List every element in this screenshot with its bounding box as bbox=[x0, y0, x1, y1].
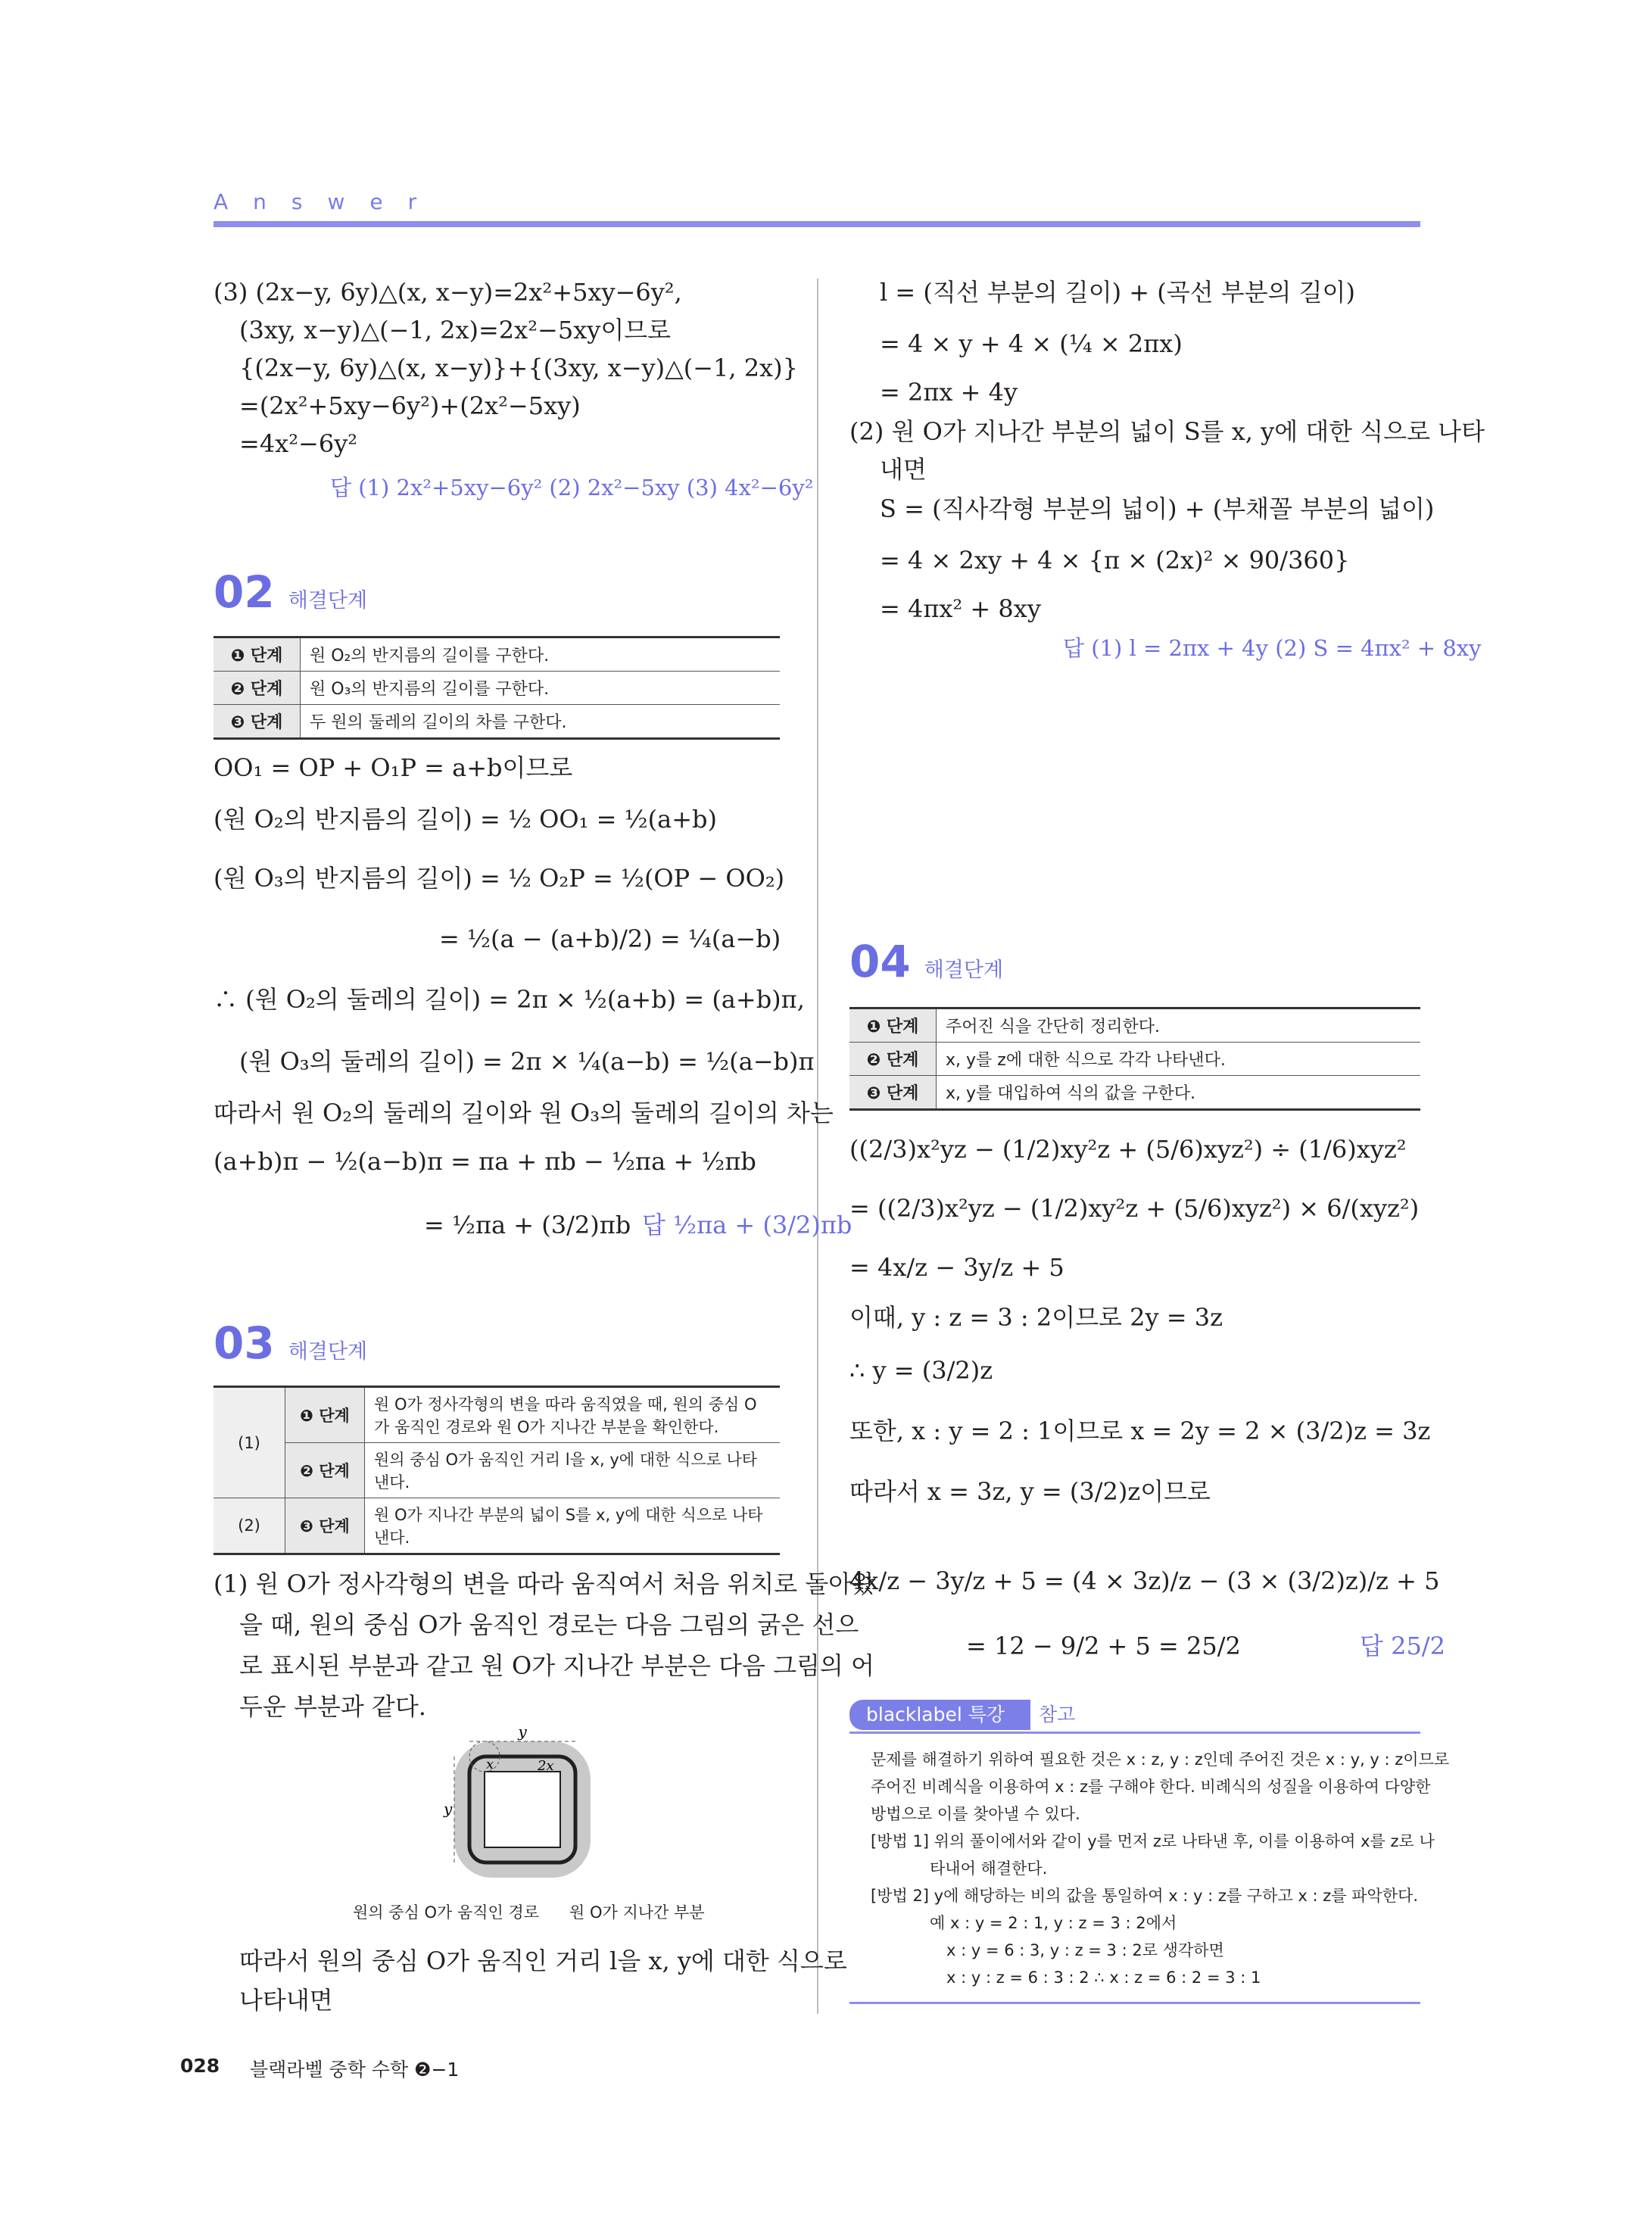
solution-line: = 4 × y + 4 × (¼ × 2πx) bbox=[880, 329, 1183, 358]
step-label: ❶ 단계 bbox=[849, 1008, 937, 1043]
solution-line: 나타내면 bbox=[239, 1986, 333, 2015]
section-number: 02 bbox=[214, 566, 275, 618]
step-row bbox=[214, 705, 780, 739]
step-row bbox=[214, 637, 780, 672]
square-path-figure bbox=[439, 1726, 621, 1893]
solution-line: = 4x/z − 3y/z + 5 bbox=[849, 1253, 1064, 1282]
solution-line: ∴ y = (3/2)z bbox=[849, 1356, 993, 1385]
section-04-heading bbox=[849, 936, 1003, 987]
note-line: [방법 2] y에 해당하는 비의 값을 통일하여 x : y : z를 구하고 x : z를 파악한다. bbox=[871, 1887, 1419, 1905]
section-03-heading bbox=[214, 1317, 367, 1369]
solution-line: l = (직선 부분의 길이) + (곡선 부분의 길이) bbox=[880, 278, 1355, 307]
note-line: 주어진 비례식을 이용하여 x : z를 구해야 한다. 비례식의 성질을 이용하여 다양한 bbox=[871, 1778, 1431, 1796]
section-02-heading bbox=[214, 566, 367, 618]
p3-line: {(2x−y, 6y)△(x, x−y)}+{(3xy, x−y)△(−1, 2x)} bbox=[239, 354, 798, 382]
section-title: 해결단계 bbox=[288, 1340, 368, 1364]
caption-path: 원의 중심 O가 움직인 경로 bbox=[353, 1903, 540, 1922]
p3-line: =(2x²+5xy−6y²)+(2x²−5xy) bbox=[239, 391, 581, 420]
solution-line: 두운 부분과 같다. bbox=[239, 1692, 426, 1721]
page-number: 028 bbox=[180, 2055, 220, 2077]
section-03-steps-table bbox=[214, 1386, 780, 1555]
step-text: 원의 중심 O가 움직인 거리 l을 x, y에 대한 식으로 나타낸다. bbox=[365, 1443, 781, 1498]
solution-line: 따라서 원 O₂의 둘레의 길이와 원 O₃의 둘레의 길이의 차는 bbox=[214, 1099, 834, 1127]
blacklabel-header bbox=[849, 1700, 1420, 1730]
section-02-answer: 답 ½πa + (3/2)πb bbox=[642, 1211, 852, 1239]
section-04-answer: 답 25/2 bbox=[1360, 1632, 1445, 1660]
step-text: 원 O가 지나간 부분의 넓이 S를 x, y에 대한 식으로 나타낸다. bbox=[365, 1498, 781, 1554]
solution-line: (원 O₃의 둘레의 길이) = 2π × ¼(a−b) = ½(a−b)π bbox=[239, 1047, 815, 1076]
right-top-answer: 답 (1) l = 2πx + 4y (2) S = 4πx² + 8xy bbox=[1063, 635, 1482, 661]
note-line: 방법으로 이를 찾아낼 수 있다. bbox=[871, 1805, 1080, 1823]
step-label: ❷ 단계 bbox=[849, 1043, 937, 1076]
solution-line: 따라서 x = 3z, y = (3/2)z이므로 bbox=[849, 1477, 1211, 1506]
section-04-steps-table bbox=[849, 1007, 1420, 1111]
section-title: 해결단계 bbox=[288, 589, 368, 613]
step-label: ❶ 단계 bbox=[214, 637, 301, 672]
step-row bbox=[214, 1498, 780, 1554]
section-number: 04 bbox=[849, 936, 911, 987]
solution-line: (1) 원 O가 정사각형의 변을 따라 움직여서 처음 위치로 돌아왔 bbox=[214, 1569, 876, 1598]
solution-line: S = (직사각형 부분의 넓이) + (부채꼴 부분의 넓이) bbox=[880, 494, 1435, 523]
label-y-left: y bbox=[444, 1800, 453, 1818]
step-row bbox=[849, 1043, 1420, 1076]
step-text: 원 O₃의 반지름의 길이를 구한다. bbox=[301, 672, 781, 705]
solution-line: (2) 원 O가 지나간 부분의 넓이 S를 x, y에 대한 식으로 나타 bbox=[849, 417, 1485, 446]
solution-line: = 4πx² + 8xy bbox=[880, 594, 1041, 623]
solution-line: OO₁ = OP + O₁P = a+b이므로 bbox=[214, 753, 573, 782]
step-text: 원 O가 정사각형의 변을 따라 움직였을 때, 원의 중심 O가 움직인 경로와 원 O가 지나간 부분을 확인한다. bbox=[365, 1387, 781, 1443]
note-line: 문제를 해결하기 위하여 필요한 것은 x : z, y : z인데 주어진 것은 x : y, y : z이므로 bbox=[871, 1750, 1450, 1769]
step-text: x, y를 z에 대한 식으로 각각 나타낸다. bbox=[937, 1043, 1421, 1076]
step-row bbox=[214, 1387, 780, 1443]
solution-line: 내면 bbox=[880, 455, 927, 484]
caption-area: 원 O가 지나간 부분 bbox=[569, 1903, 705, 1922]
step-label: ❸ 단계 bbox=[849, 1076, 937, 1110]
note-line: 타내어 해결한다. bbox=[930, 1859, 1048, 1878]
step-text: 주어진 식을 간단히 정리한다. bbox=[937, 1008, 1421, 1043]
solution-line: = 12 − 9/2 + 5 = 25/2 bbox=[966, 1632, 1241, 1660]
step-label: ❸ 단계 bbox=[214, 705, 301, 739]
solution-line: (a+b)π − ½(a−b)π = πa + πb − ½πa + ½πb bbox=[214, 1147, 756, 1176]
label-y-top: y bbox=[518, 1726, 527, 1741]
part-label: (1) bbox=[214, 1387, 285, 1498]
step-text: 원 O₂의 반지름의 길이를 구한다. bbox=[301, 637, 781, 672]
solution-line: (원 O₃의 반지름의 길이) = ½ O₂P = ½(OP − OO₂) bbox=[214, 864, 785, 893]
section-number: 03 bbox=[214, 1317, 275, 1369]
p3-answer: 답 (1) 2x²+5xy−6y² (2) 2x²−5xy (3) 4x²−6y² bbox=[330, 475, 814, 500]
solution-line: 4x/z − 3y/z + 5 = (4 × 3z)/z − (3 × (3/2)z)/z + 5 bbox=[849, 1566, 1440, 1595]
part-label: (2) bbox=[214, 1498, 285, 1554]
step-row bbox=[849, 1008, 1420, 1043]
blacklabel-tag: blacklabel 특강 bbox=[849, 1700, 1030, 1730]
step-label: ❷ 단계 bbox=[285, 1443, 365, 1498]
note-line: x : y : z = 6 : 3 : 2 ∴ x : z = 6 : 2 = 3 : 1 bbox=[946, 1968, 1261, 1987]
solution-line: = ½(a − (a+b)/2) = ¼(a−b) bbox=[439, 924, 781, 953]
p3-line: (3xy, x−y)△(−1, 2x)=2x²−5xy이므로 bbox=[239, 316, 672, 344]
step-text: x, y를 대입하여 식의 값을 구한다. bbox=[937, 1076, 1421, 1110]
note-line: [방법 1] 위의 풀이에서와 같이 y를 먼저 z로 나타낸 후, 이를 이용하여 x를 z로 나 bbox=[871, 1832, 1435, 1850]
blacklabel-rule bbox=[849, 1732, 1420, 1734]
column-divider bbox=[817, 279, 818, 2014]
solution-line: 또한, x : y = 2 : 1이므로 x = 2y = 2 × (3/2)z = 3z bbox=[849, 1417, 1431, 1445]
solution-line: ∴ (원 O₂의 둘레의 길이) = 2π × ½(a+b) = (a+b)π, bbox=[214, 985, 805, 1014]
step-row bbox=[214, 1443, 780, 1498]
note-line: 예 x : y = 2 : 1, y : z = 3 : 2에서 bbox=[930, 1914, 1177, 1932]
inner-square bbox=[485, 1772, 560, 1847]
step-row bbox=[849, 1076, 1420, 1110]
step-label: ❶ 단계 bbox=[285, 1387, 365, 1443]
blacklabel-ref: 참고 bbox=[1039, 1704, 1076, 1725]
header-rule bbox=[214, 221, 1420, 227]
label-x: x bbox=[486, 1757, 494, 1772]
solution-line: ((2/3)x²yz − (1/2)xy²z + (5/6)xyz²) ÷ (1/6)xyz² bbox=[849, 1135, 1407, 1164]
solution-line: (원 O₂의 반지름의 길이) = ½ OO₁ = ½(a+b) bbox=[214, 805, 717, 834]
step-label: ❷ 단계 bbox=[214, 672, 301, 705]
p3-line: (3) (2x−y, 6y)△(x, x−y)=2x²+5xy−6y², bbox=[214, 278, 682, 307]
p3-line: =4x²−6y² bbox=[239, 429, 358, 458]
solution-line: 로 표시된 부분과 같고 원 O가 지나간 부분은 다음 그림의 어 bbox=[239, 1651, 874, 1680]
solution-line: = 2πx + 4y bbox=[880, 378, 1018, 407]
solution-line: 이때, y : z = 3 : 2이므로 2y = 3z bbox=[849, 1303, 1223, 1332]
blacklabel-bottom-rule bbox=[849, 2002, 1420, 2004]
solution-line: = ((2/3)x²yz − (1/2)xy²z + (5/6)xyz²) × 6/(xyz²) bbox=[849, 1194, 1420, 1223]
label-2x: 2x bbox=[538, 1758, 554, 1774]
solution-line: 따라서 원의 중심 O가 움직인 거리 l을 x, y에 대한 식으로 bbox=[239, 1947, 847, 1975]
solution-line: 을 때, 원의 중심 O가 움직인 경로는 다음 그림의 굵은 선으 bbox=[239, 1610, 859, 1639]
solution-line: = 4 × 2xy + 4 × {π × (2x)² × 90/360} bbox=[880, 546, 1350, 575]
section-02-steps-table bbox=[214, 636, 780, 740]
solution-line: = ½πa + (3/2)πb bbox=[424, 1211, 631, 1239]
step-text: 두 원의 둘레의 길이의 차를 구한다. bbox=[301, 705, 781, 739]
header-label: Answer bbox=[214, 189, 442, 214]
section-title: 해결단계 bbox=[924, 959, 1004, 982]
step-row bbox=[214, 672, 780, 705]
step-label: ❸ 단계 bbox=[285, 1498, 365, 1554]
book-title: 블랙라벨 중학 수학 ❷−1 bbox=[250, 2059, 460, 2081]
note-line: x : y = 6 : 3, y : z = 3 : 2로 생각하면 bbox=[946, 1941, 1224, 1959]
